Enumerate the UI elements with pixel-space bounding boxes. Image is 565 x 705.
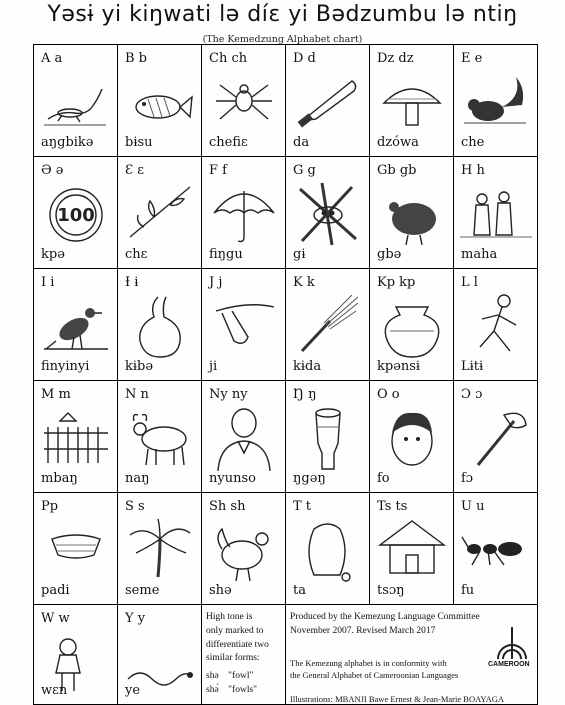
cell-letter: S s <box>125 499 145 514</box>
cell-word: finyinyi <box>41 359 90 374</box>
alphabet-cell <box>202 269 286 381</box>
alphabet-grid <box>33 44 538 705</box>
alphabet-cell <box>454 381 538 493</box>
cell-letter: E e <box>461 51 483 66</box>
alphabet-cell <box>34 45 118 157</box>
alphabet-cell <box>286 381 370 493</box>
branch-icon <box>124 179 196 249</box>
alphabet-cell <box>370 45 454 157</box>
cell-letter: Ɛ ɛ <box>125 163 144 178</box>
cell-letter: Dz dz <box>377 51 414 66</box>
cell-word: dzówa <box>377 135 419 150</box>
cell-letter: T t <box>293 499 312 514</box>
cell-letter: Pp <box>41 499 59 514</box>
alphabet-cell <box>118 157 202 269</box>
alphabet-cell <box>202 493 286 605</box>
alphabet-cell <box>454 45 538 157</box>
cell-letter: L l <box>461 275 478 290</box>
cell-word: nyunso <box>209 471 256 486</box>
cell-word: aŋgbikə <box>41 135 94 150</box>
hoe-icon <box>208 291 280 361</box>
cell-letter: A a <box>41 51 63 66</box>
alphabet-cell <box>202 45 286 157</box>
cell-word: mbaŋ <box>41 471 78 486</box>
cell-word: chefiɛ <box>209 135 248 150</box>
cell-letter: N n <box>125 387 149 402</box>
tone-line-2: only marked to <box>206 625 264 636</box>
cell-word: shə <box>209 583 232 598</box>
cell-letter: Ŋ ŋ <box>293 387 317 402</box>
alphabet-cell <box>34 493 118 605</box>
man-icon <box>208 403 280 473</box>
alphabet-cell <box>286 45 370 157</box>
cell-letter: M m <box>41 387 71 402</box>
cell-letter: U u <box>461 499 485 514</box>
cell-letter: Ə ə <box>41 163 64 178</box>
cell-word: fo <box>377 471 390 486</box>
alphabet-cell <box>34 269 118 381</box>
pot-icon <box>376 291 448 361</box>
cell-letter: Ɨ ɨ <box>125 275 139 290</box>
alphabet-cell <box>454 493 538 605</box>
cell-word: ta <box>293 583 306 598</box>
palm-tree-icon <box>124 515 196 585</box>
guinea-fowl-icon <box>376 179 448 249</box>
cell-letter: Y y <box>125 611 146 626</box>
cell-word: wɛn <box>41 683 68 698</box>
cell-word: Lɨtɨ <box>461 359 484 374</box>
credits-illustrations: Illustrations: MBANJI Bawe Ernest & Jean-Marie BOAYAGA <box>290 694 505 704</box>
cow-icon <box>124 403 196 473</box>
tone-example-1: shə "fowl" <box>206 671 254 682</box>
alphabet-cell <box>118 493 202 605</box>
cell-word: chɛ <box>125 247 148 262</box>
alphabet-cell <box>118 605 202 705</box>
mushroom-icon <box>376 67 448 137</box>
tone-example-2: shə́ "fowls" <box>206 684 258 695</box>
drum-icon <box>292 403 364 473</box>
credits-conformity-1: The Kemezung alphabet is in conformity with <box>290 658 447 668</box>
alphabet-cell <box>370 157 454 269</box>
child-head-icon <box>376 403 448 473</box>
cell-letter: Ts ts <box>377 499 408 514</box>
tone-line-3: differentiate two <box>206 639 269 650</box>
cell-letter: B b <box>125 51 148 66</box>
cell-word: tsɔŋ <box>377 583 405 598</box>
coin-icon <box>40 179 112 249</box>
squirrel-icon <box>460 67 532 137</box>
cell-word: bɨsu <box>125 135 153 150</box>
alphabet-cell <box>202 381 286 493</box>
cell-letter: Gb gb <box>377 163 417 178</box>
tone-line-4: similar forms: <box>206 653 260 664</box>
cell-letter: Sh sh <box>209 499 246 514</box>
cell-letter: W w <box>41 611 70 626</box>
alphabet-cell <box>286 493 370 605</box>
alphabet-cell <box>370 493 454 605</box>
svg-text:100: 100 <box>57 205 95 226</box>
cell-letter: Ny ny <box>209 387 248 402</box>
page-subtitle: (The Kemedzung Alphabet chart) <box>202 34 363 45</box>
alphabet-cell <box>370 381 454 493</box>
fence-icon <box>40 403 112 473</box>
tone-line-1: High tone is <box>206 612 253 622</box>
travellers-icon <box>460 179 532 249</box>
cell-word: padi <box>41 583 70 598</box>
cell-word: seme <box>125 583 160 598</box>
cell-word: gbə <box>377 247 402 262</box>
cell-word: ye <box>125 683 141 698</box>
cell-word: naŋ <box>125 471 150 486</box>
alphabet-cell <box>118 269 202 381</box>
credits-cell <box>286 605 538 705</box>
spider-icon <box>208 67 280 137</box>
hen-icon <box>208 515 280 585</box>
cell-word: kpənsɨ <box>377 359 421 374</box>
page-title: Yəsɨ yi kiŋwati lə díɛ yi Bədzumbu lə ntiŋ <box>47 2 518 27</box>
cell-letter: F f <box>209 163 227 178</box>
cell-letter: Kp kp <box>377 275 416 290</box>
cell-letter: J j <box>209 275 223 290</box>
cell-word: kpə <box>41 247 65 262</box>
cell-letter: Ch ch <box>209 51 248 66</box>
cell-word: ji <box>209 359 218 374</box>
cell-letter: I i <box>41 275 55 290</box>
bird-icon <box>40 291 112 361</box>
alphabet-cell <box>34 381 118 493</box>
cell-letter: G g <box>293 163 316 178</box>
alphabet-cell <box>34 605 118 705</box>
credits-date: November 2007. Revised March 2017 <box>290 625 436 636</box>
credits-produced: Produced by the Kemezung Language Committee <box>290 612 480 622</box>
gourd-icon <box>124 291 196 361</box>
cell-letter: Ɔ ɔ <box>461 387 483 402</box>
cell-letter: H h <box>461 163 485 178</box>
ant-icon <box>460 515 532 585</box>
broom-icon <box>292 291 364 361</box>
cell-word: gɨ <box>293 247 306 262</box>
cell-letter: K k <box>293 275 315 290</box>
cell-word: kɨda <box>293 359 322 374</box>
cell-word: ŋgəŋ <box>293 471 326 486</box>
stone-icon <box>292 515 364 585</box>
machete-icon <box>292 67 364 137</box>
cell-word: che <box>461 135 485 150</box>
alphabet-cell <box>370 269 454 381</box>
bird-nest-icon <box>292 179 364 249</box>
cell-word: maha <box>461 247 498 262</box>
tone-note-cell <box>202 605 286 705</box>
credits-conformity-2: the General Alphabet of Cameroonian Languages <box>290 670 459 681</box>
cell-letter: O o <box>377 387 400 402</box>
cell-word: fu <box>461 583 475 598</box>
running-boy-icon <box>460 291 532 361</box>
basket-icon <box>40 515 112 585</box>
alphabet-cell <box>286 269 370 381</box>
logo-subtext: CAMEROON <box>488 661 530 668</box>
umbrella-icon <box>208 179 280 249</box>
cell-word: fɔ <box>461 471 474 486</box>
sil-logo <box>488 623 532 671</box>
alphabet-cell <box>118 381 202 493</box>
hut-icon <box>376 515 448 585</box>
fish-icon <box>124 67 196 137</box>
alphabet-cell <box>34 157 118 269</box>
alphabet-cell <box>454 269 538 381</box>
cell-word: da <box>293 135 310 150</box>
alphabet-cell <box>118 45 202 157</box>
lizard-icon <box>40 67 112 137</box>
cell-word: kɨbə <box>125 359 154 374</box>
cell-letter: D d <box>293 51 316 66</box>
alphabet-cell <box>286 157 370 269</box>
axe-icon <box>460 403 532 473</box>
cell-word: fiŋgu <box>209 247 243 262</box>
alphabet-cell <box>202 157 286 269</box>
alphabet-cell <box>454 157 538 269</box>
